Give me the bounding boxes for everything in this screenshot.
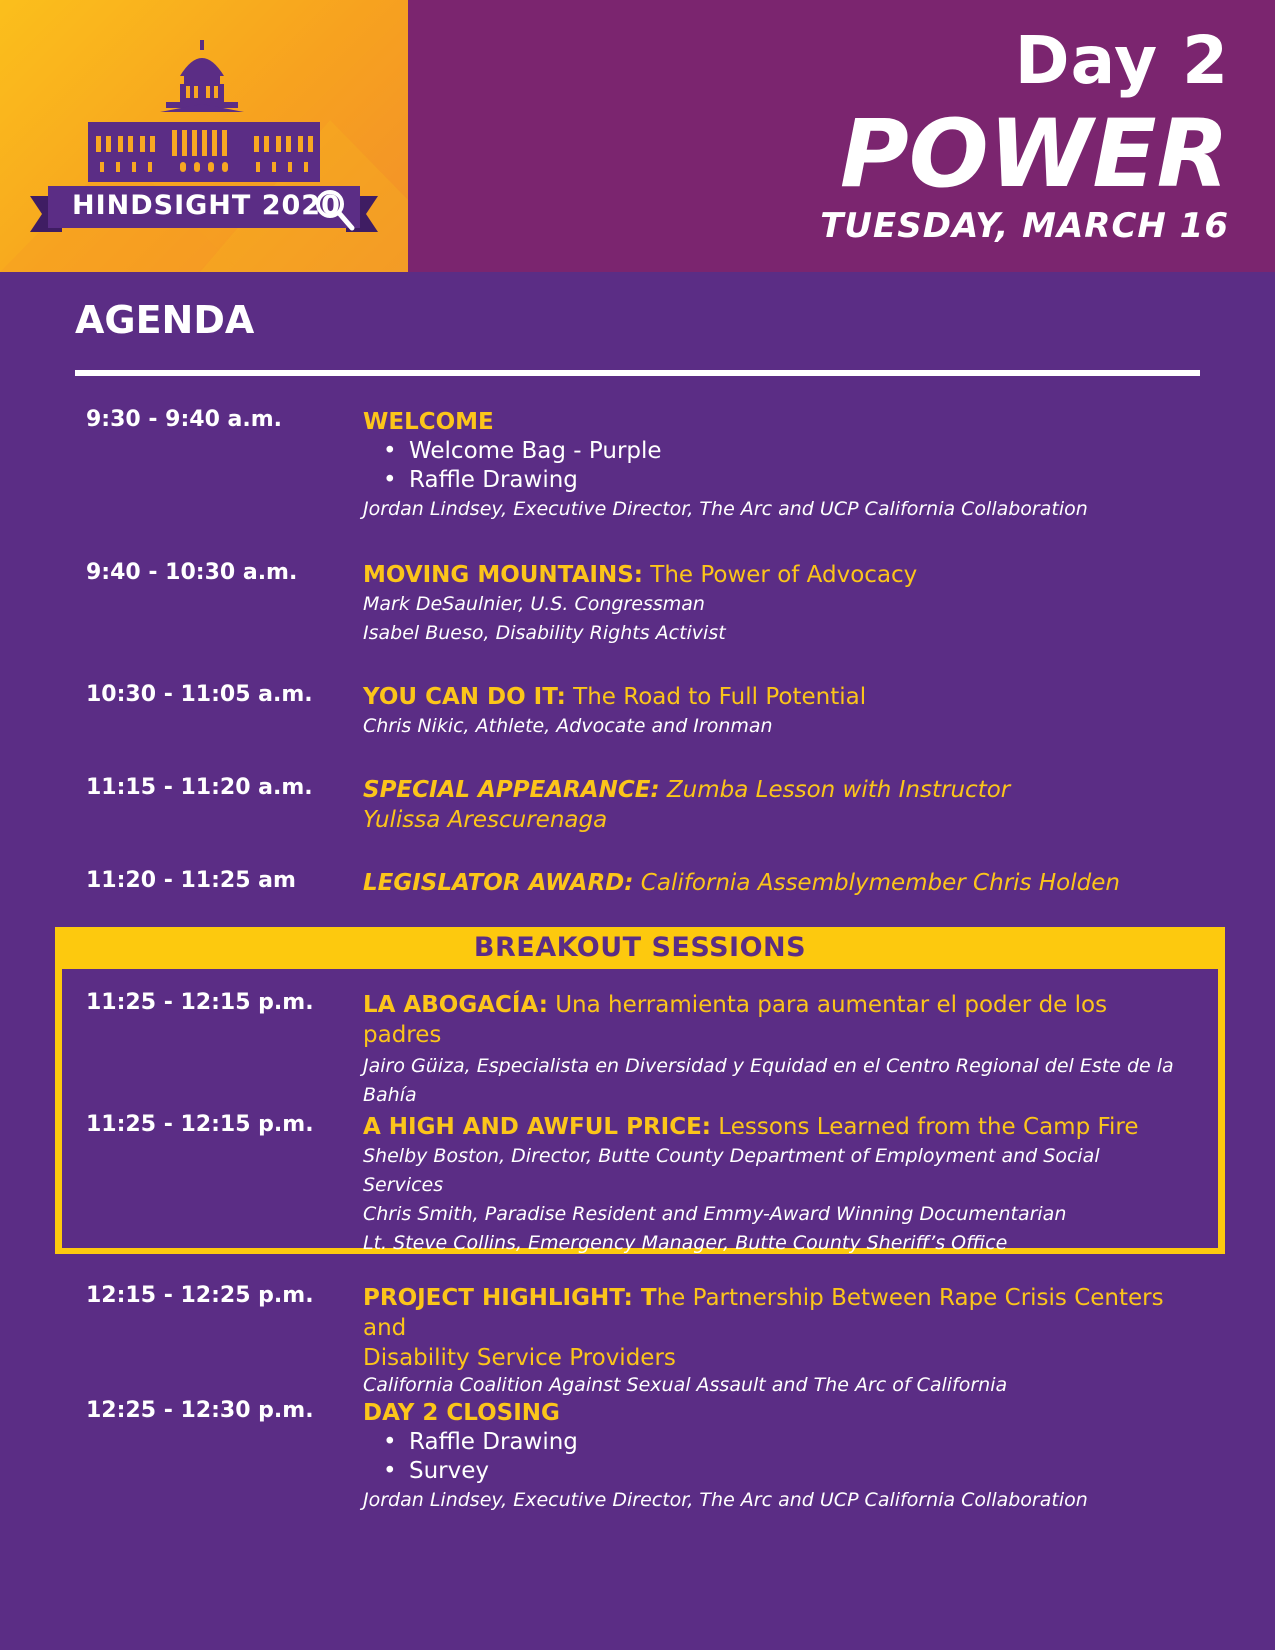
agenda-content [363, 868, 1183, 898]
agenda-title: AGENDA [75, 298, 255, 342]
agenda-heading: MOVING MOUNTAINS: The Power of Advocacy [363, 562, 918, 588]
agenda-divider [75, 370, 1200, 376]
agenda-time: 12:15 - 12:25 p.m. [86, 1283, 314, 1308]
speaker-line: Isabel Bueso, Disability Rights Activist [363, 622, 726, 644]
agenda-heading: PROJECT HIGHLIGHT: The Partnership Between Rape Crisis Centers and [363, 1285, 1164, 1341]
agenda-content [363, 775, 1183, 835]
speaker-line: Jairo Güiza, Especialista en Diversidad y Equidad en el Centro Regional del Este de la [363, 1055, 1174, 1077]
list-item: • Survey [383, 1458, 490, 1484]
agenda-content [363, 1112, 1183, 1258]
event-date: TUESDAY, MARCH 16 [820, 206, 1229, 246]
speaker-line: Chris Nikic, Athlete, Advocate and Ironman [363, 715, 773, 737]
agenda-time: 11:25 - 12:15 p.m. [86, 1112, 314, 1137]
bullet-list [363, 1428, 1183, 1486]
logo-text: HINDSIGHT 2020 [72, 190, 341, 221]
header [0, 0, 1275, 272]
speaker-line: Jordan Lindsey, Executive Director, The Arc and UCP California Collaboration [363, 498, 1088, 520]
speaker-line: Mark DeSaulnier, U.S. Congressman [363, 593, 705, 615]
agenda-time: 9:30 - 9:40 a.m. [86, 407, 283, 432]
theme-title: POWER [839, 100, 1229, 209]
agenda-heading: DAY 2 CLOSING [363, 1400, 560, 1426]
speaker-line: California Coalition Against Sexual Assault and The Arc of California [363, 1374, 1008, 1396]
agenda-content [363, 560, 1183, 648]
agenda-content [363, 1283, 1183, 1397]
speaker-line: Lt. Steve Collins, Emergency Manager, Butte County Sheriff’s Office [363, 1232, 1008, 1254]
day-label: Day 2 [1014, 22, 1229, 99]
agenda-content [363, 407, 1183, 524]
agenda-time: 11:25 - 12:15 p.m. [86, 990, 314, 1015]
agenda-time: 9:40 - 10:30 a.m. [86, 560, 298, 585]
speaker-line: Shelby Boston, Director, Butte County Department of Employment and Social Services [363, 1145, 1100, 1196]
list-item: • Welcome Bag - Purple [383, 438, 662, 464]
agenda-heading: LEGISLATOR AWARD: California Assemblymember Chris Holden [363, 870, 1120, 896]
speaker-line: Bahía [363, 1084, 417, 1106]
agenda-heading-line2: Disability Service Providers [363, 1345, 676, 1371]
agenda-heading: LA ABOGACÍA: Una herramienta para aumentar el poder de los padres [363, 992, 1108, 1048]
speaker-line: Jordan Lindsey, Executive Director, The Arc and UCP California Collaboration [363, 1489, 1088, 1511]
agenda-time: 11:15 - 11:20 a.m. [86, 775, 313, 800]
capitol-building-icon [0, 0, 408, 272]
list-item: • Raffle Drawing [383, 1429, 578, 1455]
agenda-content [363, 682, 1183, 741]
breakout-header [55, 927, 1225, 969]
agenda-heading: WELCOME [363, 409, 494, 435]
title-panel [408, 0, 1275, 272]
bullet-list [363, 437, 1183, 495]
agenda-time: 11:20 - 11:25 am [86, 868, 296, 893]
agenda-time: 10:30 - 11:05 a.m. [86, 682, 313, 707]
agenda-content [363, 1398, 1183, 1515]
agenda-time: 12:25 - 12:30 p.m. [86, 1398, 314, 1423]
agenda-heading: A HIGH AND AWFUL PRICE: Lessons Learned from the Camp Fire [363, 1114, 1139, 1140]
agenda-content [363, 990, 1183, 1110]
list-item: • Raffle Drawing [383, 467, 578, 493]
breakout-title: BREAKOUT SESSIONS [473, 932, 807, 963]
agenda-heading: YOU CAN DO IT: The Road to Full Potential [363, 684, 867, 710]
agenda-heading-line2: Yulissa Arescurenaga [363, 807, 608, 833]
speaker-line: Chris Smith, Paradise Resident and Emmy-Award Winning Documentarian [363, 1203, 1067, 1225]
logo-panel [0, 0, 408, 272]
agenda-heading: SPECIAL APPEARANCE: Zumba Lesson with Instructor [363, 777, 1011, 803]
